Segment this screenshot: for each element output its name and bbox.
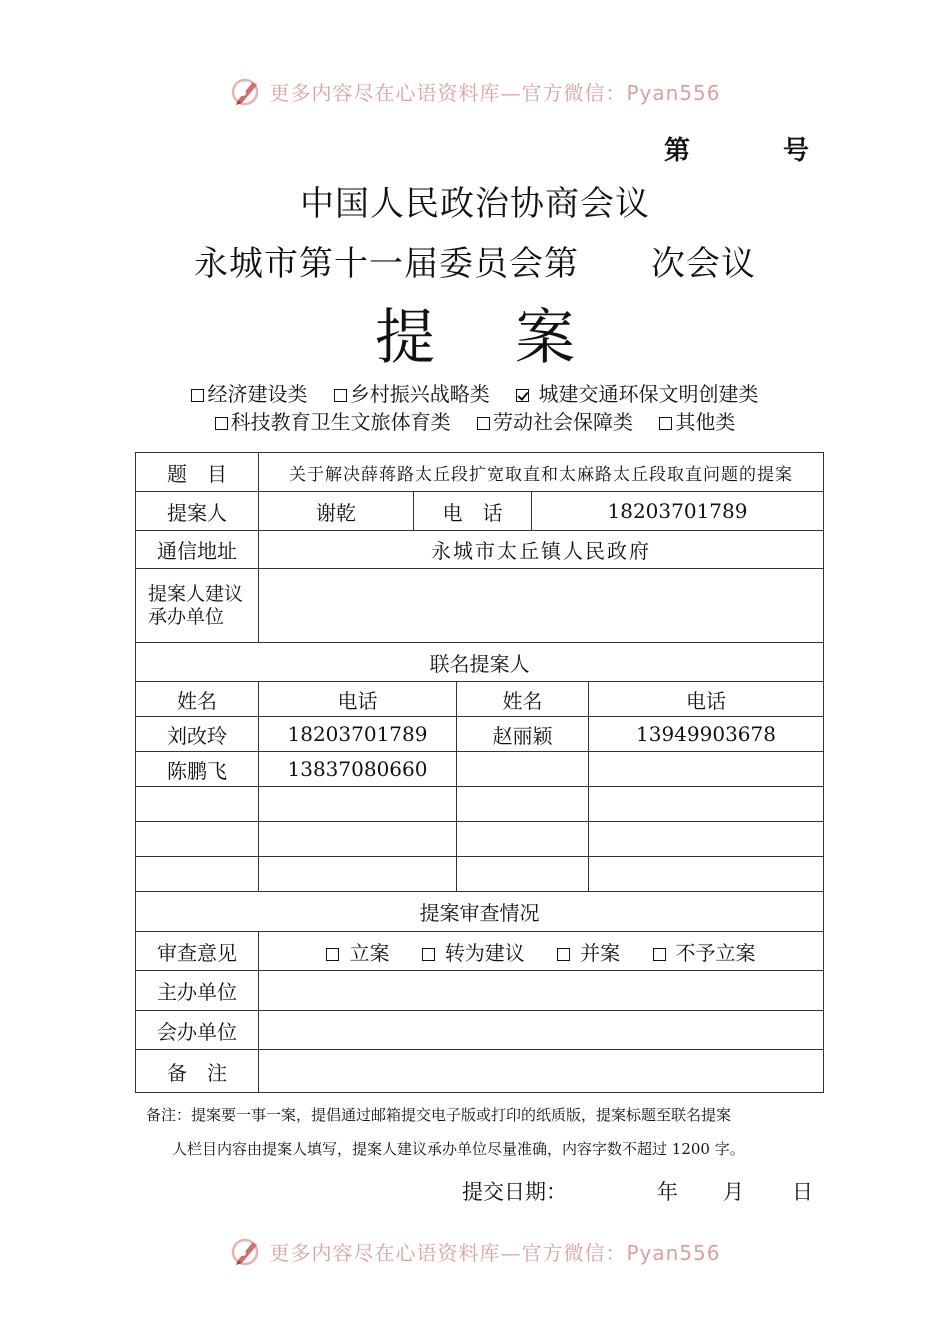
address-label: 通信地址 xyxy=(136,531,259,569)
review-title: 提案审查情况 xyxy=(136,892,824,932)
title-line2-end: 次会议 xyxy=(651,244,756,284)
title-line1: 中国人民政治协商会议 xyxy=(300,184,650,224)
joint-phone-cell[interactable] xyxy=(589,787,824,822)
table-row xyxy=(136,717,824,752)
joint-phone-cell[interactable] xyxy=(589,752,824,787)
checkbox-icon[interactable] xyxy=(215,417,228,430)
joint-phone-cell[interactable]: 18203701789 xyxy=(259,717,457,752)
table-row xyxy=(136,857,824,892)
pen-logo-icon xyxy=(229,74,263,108)
joint-name-cell[interactable]: 赵丽颖 xyxy=(457,717,589,752)
document-number xyxy=(664,130,809,167)
joint-name-cell[interactable]: 刘改玲 xyxy=(136,717,259,752)
joint-name-cell[interactable] xyxy=(457,857,589,892)
joint-phone-cell[interactable] xyxy=(589,822,824,857)
phone-label: 电 话 xyxy=(414,492,532,531)
table-row xyxy=(136,822,824,857)
checkbox-icon[interactable] xyxy=(326,948,339,961)
number-prefix: 第 xyxy=(664,136,691,166)
note-line-2: 人栏目内容由提案人填写，提案人建议承办单位尽量准确，内容字数不超过 1200 字。 xyxy=(172,1140,745,1158)
joint-phone-cell[interactable] xyxy=(589,857,824,892)
watermark-bottom xyxy=(0,1234,950,1274)
joint-phone-cell[interactable]: 13949903678 xyxy=(589,717,824,752)
submission-date xyxy=(462,1176,813,1206)
co-unit-value[interactable] xyxy=(259,1011,824,1050)
suggest-unit-label: 提案人建议承办单位 xyxy=(136,569,259,643)
review-options xyxy=(259,932,824,971)
table-row xyxy=(136,787,824,822)
phone-value[interactable]: 18203701789 xyxy=(532,492,824,531)
remark-label: 备 注 xyxy=(136,1050,259,1093)
joint-proposers-title: 联名提案人 xyxy=(136,643,824,682)
note-line-1: 备注：提案要一事一案，提倡通过邮箱提交电子版或打印的纸质版，提案标题至联名提案 xyxy=(146,1106,732,1124)
watermark-top xyxy=(0,74,950,114)
joint-name-cell[interactable] xyxy=(136,787,259,822)
checkbox-icon[interactable] xyxy=(557,948,570,961)
checkbox-icon[interactable] xyxy=(477,417,490,430)
proposer-value[interactable]: 谢乾 xyxy=(259,492,414,531)
title-line2-start: 永城市第十一届委员会第 xyxy=(194,244,579,284)
host-unit-label: 主办单位 xyxy=(136,971,259,1011)
pen-logo-icon xyxy=(229,1234,263,1268)
proposal-form xyxy=(135,452,824,1093)
joint-name-cell[interactable] xyxy=(136,857,259,892)
category-economy[interactable]: 经济建设类 xyxy=(191,378,307,407)
joint-phone-cell[interactable] xyxy=(259,787,457,822)
watermark-wechat-id: Pyan556 xyxy=(626,80,721,105)
date-year: 年 xyxy=(657,1180,678,1204)
watermark-text: 更多内容尽在心语资料库—官方微信： xyxy=(269,80,627,105)
watermark-text: 更多内容尽在心语资料库—官方微信： xyxy=(269,1240,627,1265)
joint-name-cell[interactable] xyxy=(136,822,259,857)
joint-header-name-1: 姓名 xyxy=(136,682,259,717)
address-value[interactable]: 永城市太丘镇人民政府 xyxy=(259,531,824,569)
date-label: 提交日期： xyxy=(462,1180,567,1204)
title-line2 xyxy=(0,236,950,285)
review-option-accept[interactable]: 立案 xyxy=(326,937,389,966)
review-option-merge[interactable]: 并案 xyxy=(557,937,620,966)
review-option-convert[interactable]: 转为建议 xyxy=(422,937,525,966)
remark-value[interactable] xyxy=(259,1050,824,1093)
checkbox-icon[interactable] xyxy=(334,389,347,402)
joint-name-cell[interactable] xyxy=(457,787,589,822)
joint-name-cell[interactable]: 陈鹏飞 xyxy=(136,752,259,787)
joint-name-cell[interactable] xyxy=(457,752,589,787)
host-unit-value[interactable] xyxy=(259,971,824,1011)
table-row xyxy=(136,752,824,787)
date-month: 月 xyxy=(723,1180,744,1204)
checkbox-icon[interactable] xyxy=(659,417,672,430)
co-unit-label: 会办单位 xyxy=(136,1011,259,1050)
category-science[interactable]: 科技教育卫生文旅体育类 xyxy=(215,406,451,435)
category-other[interactable]: 其他类 xyxy=(659,406,735,435)
checkbox-icon[interactable] xyxy=(653,948,666,961)
topic-label: 题 目 xyxy=(136,453,259,492)
category-labor[interactable]: 劳动社会保障类 xyxy=(477,406,633,435)
number-suffix: 号 xyxy=(782,136,809,166)
main-title-char1: 提 xyxy=(375,303,435,373)
category-rural[interactable]: 乡村振兴战略类 xyxy=(334,378,490,407)
joint-phone-cell[interactable]: 13837080660 xyxy=(259,752,457,787)
joint-phone-cell[interactable] xyxy=(259,822,457,857)
review-label: 审查意见 xyxy=(136,932,259,971)
joint-header-name-2: 姓名 xyxy=(457,682,589,717)
checkbox-icon[interactable] xyxy=(191,389,204,402)
topic-value[interactable]: 关于解决薛蒋路太丘段扩宽取直和太麻路太丘段取直问题的提案 xyxy=(259,453,824,492)
joint-header-phone-1: 电话 xyxy=(259,682,457,717)
main-title-char2: 案 xyxy=(515,303,575,373)
watermark-wechat-id: Pyan556 xyxy=(626,1240,721,1265)
date-day: 日 xyxy=(792,1180,813,1204)
category-row-1 xyxy=(0,378,950,407)
main-title xyxy=(0,290,950,376)
joint-name-cell[interactable] xyxy=(457,822,589,857)
checkbox-icon[interactable] xyxy=(422,948,435,961)
proposer-label: 提案人 xyxy=(136,492,259,531)
category-urban[interactable]: 城建交通环保文明创建类 xyxy=(516,378,758,407)
joint-header-phone-2: 电话 xyxy=(589,682,824,717)
checkbox-checked-icon[interactable] xyxy=(516,389,529,402)
category-row-2 xyxy=(0,406,950,435)
review-option-reject[interactable]: 不予立案 xyxy=(653,937,756,966)
joint-phone-cell[interactable] xyxy=(259,857,457,892)
suggest-unit-value[interactable] xyxy=(259,569,824,643)
